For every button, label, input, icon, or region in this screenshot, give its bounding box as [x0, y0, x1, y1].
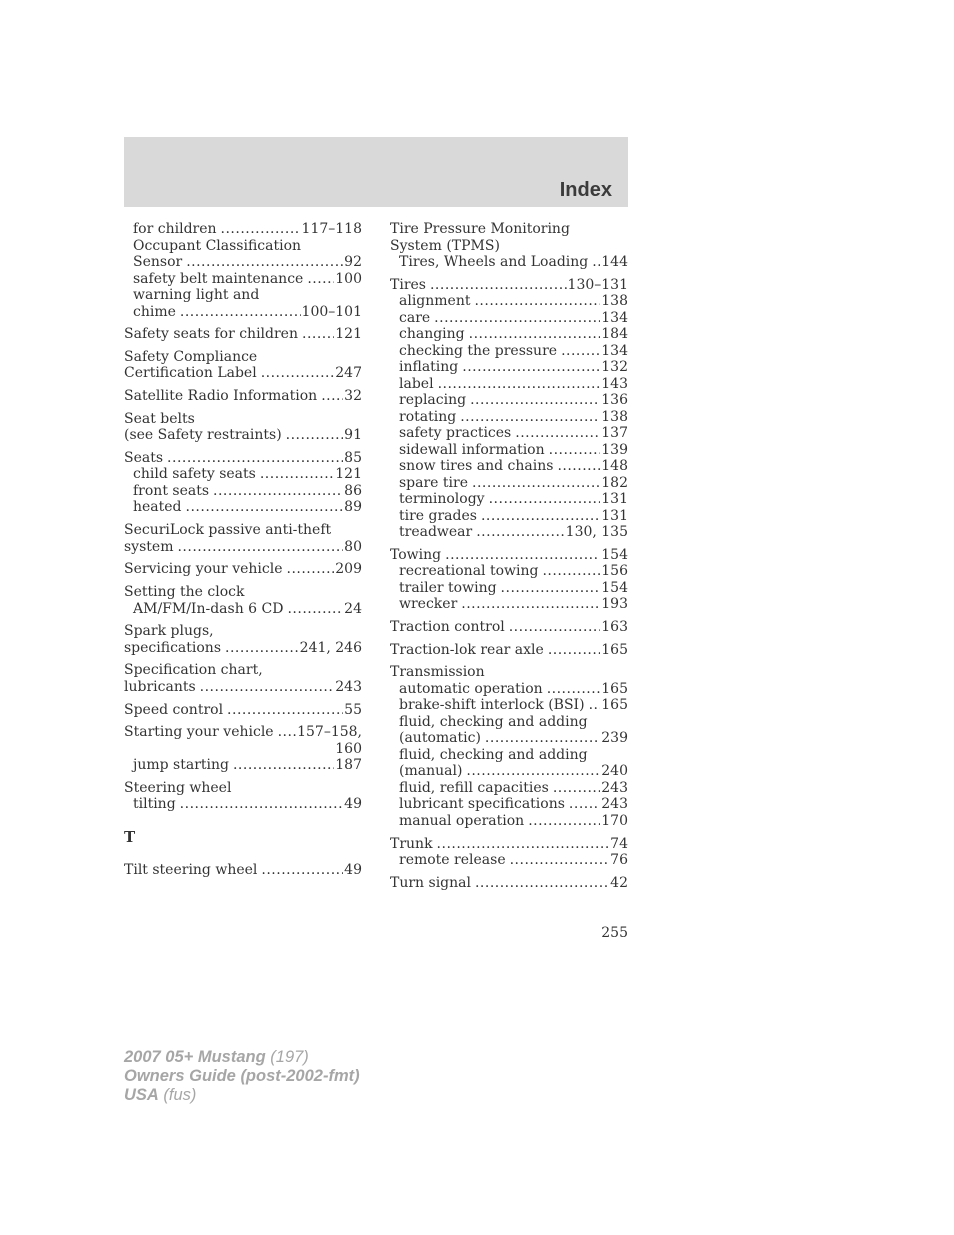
index-entry: [124, 450, 362, 516]
index-subentry: [390, 293, 628, 310]
index-page-ref: 24: [344, 600, 362, 617]
index-term: warning light and: [133, 287, 260, 303]
index-line: [124, 741, 362, 758]
index-page-ref: 184: [601, 326, 628, 343]
dot-leader: [553, 780, 600, 797]
index-page-ref: 137: [601, 425, 628, 442]
dot-leader: [474, 293, 600, 310]
dot-leader: [167, 450, 343, 467]
index-term: lubricant specifications: [399, 796, 565, 813]
index-subentry: [390, 580, 628, 597]
index-entry: [124, 522, 362, 555]
dot-leader: [466, 763, 600, 780]
index-term: Seats: [124, 449, 164, 466]
dot-leader: [561, 343, 600, 360]
index-term: changing: [399, 326, 465, 343]
index-entry: [124, 623, 362, 656]
index-term: safety belt maintenance: [133, 270, 304, 287]
index-term: AM/FM/In-dash 6 CD: [133, 600, 284, 617]
dot-leader: [261, 365, 335, 382]
dot-leader: [460, 409, 600, 426]
index-line: [124, 427, 362, 444]
index-term: Servicing your vehicle: [124, 561, 283, 578]
index-page-ref: 76: [610, 852, 628, 869]
index-term: child safety seats: [133, 466, 256, 483]
dot-leader: [489, 491, 601, 508]
index-subentry: [390, 596, 628, 613]
index-entry: [390, 277, 628, 541]
index-subentry: [124, 483, 362, 500]
dot-leader: [434, 310, 600, 327]
index-subentry: [390, 730, 628, 747]
index-line: [124, 780, 362, 797]
index-term: system: [124, 538, 174, 555]
index-subentry: [390, 475, 628, 492]
index-term: Starting your vehicle: [124, 724, 274, 741]
header-band: [124, 137, 628, 207]
dot-leader: [227, 702, 343, 719]
index-term: (see Safety restraints): [124, 427, 282, 444]
index-term: checking the pressure: [399, 342, 558, 359]
index-term: wrecker: [399, 596, 458, 613]
index-term: tilting: [133, 796, 176, 813]
index-page-ref: 80: [344, 538, 362, 555]
dot-leader: [515, 425, 600, 442]
index-page-ref: 55: [344, 701, 362, 718]
index-line: [124, 724, 362, 741]
index-line: [124, 522, 362, 539]
dot-leader: [278, 724, 297, 741]
index-term: Turn signal: [390, 874, 471, 891]
dot-leader: [548, 642, 600, 659]
index-term: manual operation: [399, 812, 525, 829]
index-page-ref: 144: [601, 254, 628, 270]
dot-leader: [180, 796, 344, 813]
index-page-ref: 143: [601, 375, 628, 392]
index-line: [124, 388, 362, 405]
index-term: specifications: [124, 639, 222, 656]
dot-leader: [180, 304, 301, 321]
dot-leader: [501, 580, 601, 597]
index-subentry: [390, 359, 628, 376]
index-entries-t: [124, 862, 362, 879]
index-page-ref: 154: [601, 546, 628, 563]
index-term: snow tires and chains: [399, 458, 554, 475]
index-page-ref: 182: [601, 474, 628, 491]
dot-leader: [437, 836, 610, 853]
index-term: Trunk: [390, 835, 433, 852]
index-term: safety practices: [399, 425, 512, 442]
index-line: [390, 221, 628, 238]
index-page-ref: 209: [335, 561, 362, 578]
index-entry: [124, 702, 362, 719]
index-page-ref: 156: [601, 563, 628, 580]
index-line: [124, 326, 362, 343]
index-page-ref: 165: [601, 697, 628, 714]
index-subentry: [390, 491, 628, 508]
index-term: trailer towing: [399, 579, 497, 596]
index-page-ref: 121: [335, 326, 362, 343]
index-page-ref: 136: [601, 392, 628, 409]
index-line: [124, 702, 362, 719]
index-term: remote release: [399, 852, 506, 869]
dot-leader: [286, 427, 344, 444]
index-page-ref: 130, 135: [565, 524, 628, 541]
index-subentry: [390, 852, 628, 869]
dot-leader: [260, 466, 334, 483]
index-page-ref: 86: [344, 482, 362, 499]
index-page-ref: 154: [601, 579, 628, 596]
index-page-ref: 243: [601, 796, 628, 813]
index-page-ref: 243: [335, 678, 362, 695]
index-subentry: [390, 409, 628, 426]
index-term: Satellite Radio Information: [124, 388, 318, 405]
dot-leader: [569, 796, 600, 813]
index-subentry: [124, 796, 362, 813]
index-subentry: [390, 326, 628, 343]
index-page-ref: 170: [601, 812, 628, 829]
index-term: fluid, refill capacities: [399, 779, 549, 796]
index-entry: [390, 547, 628, 613]
index-line: [124, 539, 362, 556]
dot-leader: [592, 254, 600, 271]
index-line: [390, 642, 628, 659]
index-subentry: [124, 221, 362, 238]
dot-leader: [430, 277, 567, 294]
index-term: Traction control: [390, 619, 505, 636]
index-page-ref: 131: [601, 491, 628, 508]
index-page-ref: 243: [601, 779, 628, 796]
footer-line-1: 2007 05+ Mustang (197): [124, 1048, 309, 1066]
index-page-ref: 117–118: [301, 221, 362, 237]
index-term: for children: [133, 221, 217, 237]
dot-leader: [302, 326, 334, 343]
index-entry: [124, 221, 362, 320]
dot-leader: [261, 862, 343, 879]
index-page-ref: 240: [601, 763, 628, 780]
index-term: rotating: [399, 408, 457, 425]
index-term: Seat belts: [124, 410, 195, 427]
index-term: Occupant Classification: [133, 237, 302, 254]
dot-leader: [476, 524, 564, 541]
index-subentry: [390, 813, 628, 830]
index-page-ref: 134: [601, 309, 628, 326]
index-page-ref: 134: [601, 342, 628, 359]
index-entry: [124, 584, 362, 617]
index-term: Sensor: [133, 254, 183, 270]
index-line: [124, 862, 362, 879]
dot-leader: [287, 601, 343, 618]
page-title: Index: [559, 179, 612, 201]
index-line: [124, 640, 362, 657]
index-term: front seats: [133, 482, 210, 499]
index-page-ref: 74: [610, 835, 628, 852]
index-subentry: [390, 310, 628, 327]
dot-leader: [445, 547, 600, 564]
dot-leader: [287, 561, 335, 578]
index-entries-s: [124, 221, 362, 813]
dot-leader: [462, 359, 600, 376]
index-term: Setting the clock: [124, 584, 245, 600]
index-term: treadwear: [399, 524, 473, 541]
index-line: [390, 547, 628, 564]
index-page-ref: 131: [601, 507, 628, 524]
index-page-ref: 187: [335, 757, 362, 774]
index-page-ref: 138: [601, 293, 628, 310]
dot-leader: [200, 679, 335, 696]
index-entry: [124, 724, 362, 774]
index-page-ref: 163: [601, 619, 628, 636]
index-page-ref: 89: [344, 499, 362, 516]
index-subentry: [390, 763, 628, 780]
index-subentry: [390, 780, 628, 797]
index-entry: [124, 662, 362, 695]
index-term: Towing: [390, 546, 442, 563]
index-page-ref: 92: [344, 254, 362, 270]
index-page-ref: 100–101: [301, 303, 362, 320]
index-subentry: [390, 508, 628, 525]
index-term: Transmission: [390, 664, 485, 681]
index-subentry: [124, 601, 362, 618]
index-term: (automatic): [399, 730, 481, 747]
dot-leader: [557, 458, 600, 475]
index-subentry: [390, 681, 628, 698]
index-subentry: [390, 796, 628, 813]
index-line: [124, 411, 362, 428]
page-number: 255: [601, 925, 628, 941]
index-term: lubricants: [124, 678, 196, 695]
index-page-ref: 160: [335, 740, 362, 757]
index-line: [124, 561, 362, 578]
index-page-ref: 165: [601, 680, 628, 697]
index-page-ref: 139: [601, 441, 628, 458]
index-entry: [390, 642, 628, 659]
index-line: [390, 277, 628, 294]
index-subentry: [124, 499, 362, 516]
index-page-ref: 130–131: [567, 276, 628, 293]
index-term: Spark plugs,: [124, 623, 214, 640]
index-term: Speed control: [124, 701, 224, 718]
index-term: care: [399, 309, 431, 326]
index-page-ref: 148: [601, 458, 628, 475]
index-line: [390, 619, 628, 636]
index-term: Safety Compliance: [124, 348, 258, 365]
index-subentry: [124, 254, 362, 271]
index-subentry: [390, 697, 628, 714]
index-subentry: [124, 304, 362, 321]
index-column-right: [390, 221, 628, 898]
index-line: [390, 875, 628, 892]
index-term: spare tire: [399, 474, 469, 491]
index-page-ref: 121: [335, 466, 362, 483]
index-line: [124, 623, 362, 640]
index-term: Tilt steering wheel: [124, 862, 258, 879]
index-page-ref: 157–158,: [297, 724, 362, 741]
index-line: [124, 365, 362, 382]
dot-leader: [589, 697, 601, 714]
index-entry: [124, 862, 362, 879]
footer: [124, 1048, 360, 1105]
index-term: brake-shift interlock (BSI): [399, 697, 585, 714]
index-page-ref: 239: [601, 730, 628, 747]
index-line: [390, 238, 628, 255]
index-page-ref: 49: [344, 862, 362, 879]
index-page-ref: 100: [335, 270, 362, 287]
dot-leader: [321, 388, 343, 405]
index-subentry: [390, 563, 628, 580]
index-subentry: [124, 238, 362, 255]
index-entry: [124, 326, 362, 343]
dot-leader: [549, 442, 601, 459]
dot-leader: [547, 681, 601, 698]
dot-leader: [481, 508, 600, 525]
index-term: inflating: [399, 359, 459, 376]
index-page-ref: 91: [344, 427, 362, 444]
index-term: Tires, Wheels and Loading: [399, 254, 589, 270]
dot-leader: [470, 392, 600, 409]
index-subentry: [390, 376, 628, 393]
footer-line-3: USA (fus): [124, 1086, 197, 1104]
index-term: replacing: [399, 392, 467, 409]
index-term: System (TPMS): [390, 237, 500, 254]
index-entry: [390, 619, 628, 636]
index-subentry: [390, 524, 628, 541]
index-subentry: [390, 343, 628, 360]
dot-leader: [528, 813, 600, 830]
dot-leader: [469, 326, 601, 343]
index-page-ref: 193: [601, 596, 628, 613]
index-entries-right: [390, 221, 628, 891]
index-page-ref: 85: [344, 449, 362, 466]
index-column-left: [124, 221, 362, 885]
index-line: [124, 450, 362, 467]
dot-leader: [177, 539, 343, 556]
dot-leader: [485, 730, 600, 747]
dot-leader: [307, 271, 334, 288]
index-term: alignment: [399, 293, 471, 310]
index-subentry: [390, 254, 628, 271]
index-line: [390, 664, 628, 681]
dot-leader: [510, 852, 610, 869]
index-line: [124, 679, 362, 696]
index-line: [124, 584, 362, 601]
index-page-ref: 241, 246: [299, 639, 362, 656]
index-entry: [390, 664, 628, 829]
index-entry: [390, 875, 628, 892]
index-term: Steering wheel: [124, 779, 232, 796]
index-term: automatic operation: [399, 680, 543, 697]
dot-leader: [213, 483, 343, 500]
dot-leader: [233, 757, 334, 774]
index-line: [390, 836, 628, 853]
index-term: Certification Label: [124, 365, 257, 382]
footer-line-2: Owners Guide (post-2002-fmt): [124, 1067, 360, 1085]
section-letter: T: [124, 827, 136, 846]
index-subentry: [390, 392, 628, 409]
index-entry: [124, 349, 362, 382]
index-entry: [124, 780, 362, 813]
index-page-ref: 138: [601, 408, 628, 425]
dot-leader: [475, 875, 609, 892]
dot-leader: [542, 563, 600, 580]
dot-leader: [472, 475, 600, 492]
index-page-ref: 165: [601, 641, 628, 658]
index-term: recreational towing: [399, 563, 539, 580]
index-term: chime: [133, 303, 176, 320]
dot-leader: [438, 376, 601, 393]
index-subentry: [390, 714, 628, 731]
index-subentry: [124, 271, 362, 288]
index-term: Traction-lok rear axle: [390, 641, 544, 658]
index-entry: [124, 388, 362, 405]
index-term: SecuriLock passive anti-theft: [124, 522, 332, 539]
index-subentry: [390, 425, 628, 442]
index-page-ref: 247: [335, 365, 362, 382]
index-line: [124, 349, 362, 366]
index-term: terminology: [399, 491, 485, 508]
index-entry: [390, 836, 628, 869]
dot-leader: [509, 619, 601, 636]
index-term: fluid, checking and adding: [399, 713, 588, 730]
dot-leader: [186, 499, 344, 516]
index-term: Tire Pressure Monitoring: [390, 221, 570, 237]
index-term: (manual): [399, 763, 463, 780]
index-term: fluid, checking and adding: [399, 746, 588, 763]
index-term: Tires: [390, 276, 426, 293]
dot-leader: [186, 254, 343, 271]
index-entry: [124, 561, 362, 578]
index-entry: [390, 221, 628, 271]
index-subentry: [390, 747, 628, 764]
index-subentry: [390, 442, 628, 459]
index-subentry: [390, 458, 628, 475]
index-term: sidewall information: [399, 441, 545, 458]
index-term: Specification chart,: [124, 662, 263, 679]
index-term: heated: [133, 499, 182, 516]
index-page-ref: 42: [610, 874, 628, 891]
index-line: [124, 662, 362, 679]
index-subentry: [124, 466, 362, 483]
index-page-ref: 49: [344, 796, 362, 813]
index-subentry: [124, 287, 362, 304]
dot-leader: [225, 640, 299, 657]
index-page-ref: 32: [344, 388, 362, 405]
dot-leader: [221, 221, 301, 238]
index-term: Safety seats for children: [124, 326, 298, 343]
index-term: jump starting: [133, 757, 229, 774]
index-entry: [124, 411, 362, 444]
index-term: tire grades: [399, 507, 477, 524]
dot-leader: [461, 596, 600, 613]
index-page-ref: 132: [601, 359, 628, 376]
index-subentry: [124, 757, 362, 774]
index-term: label: [399, 375, 434, 392]
